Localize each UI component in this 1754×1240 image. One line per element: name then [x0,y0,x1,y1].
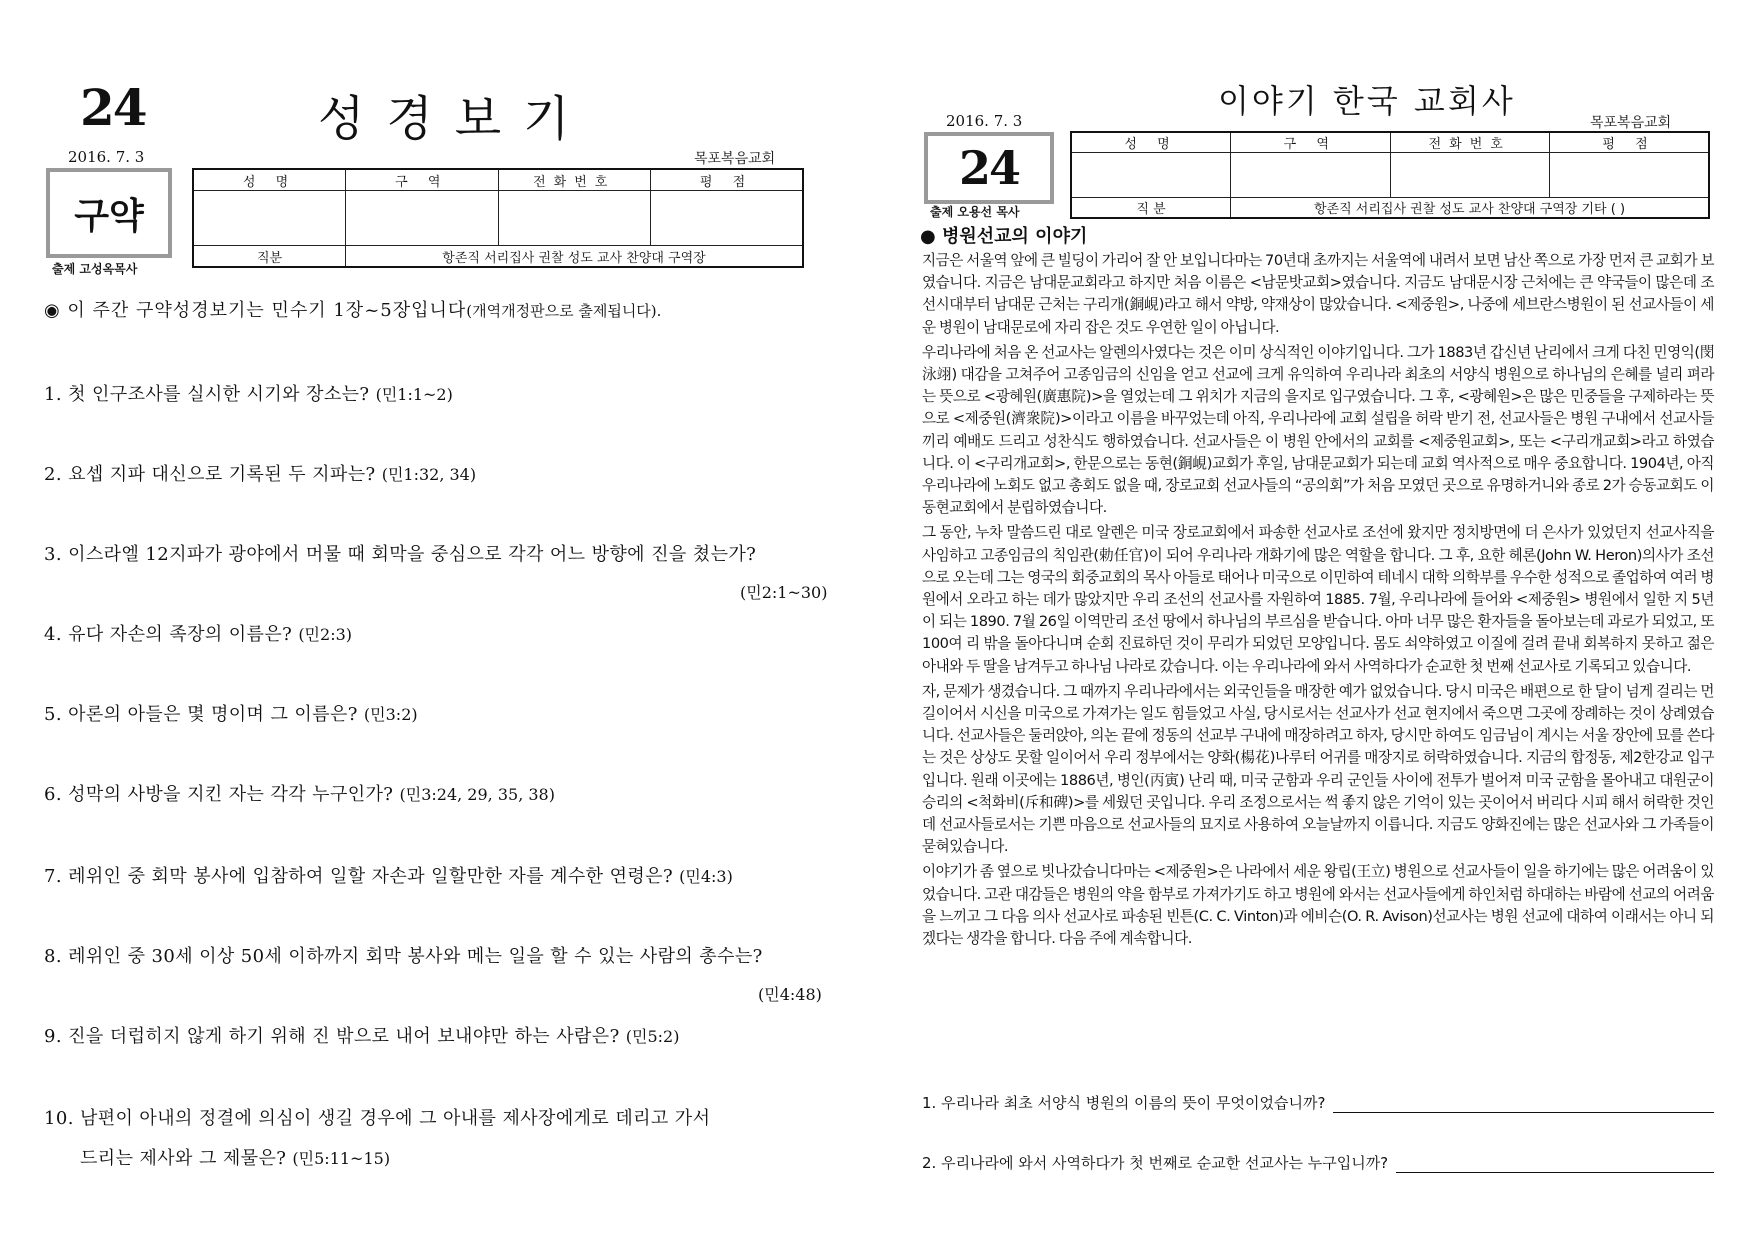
left-page-title: 성경보기 [318,91,592,147]
question-text: 9. 진을 더럽히지 않게 하기 위해 진 밖으로 내어 보내야만 하는 사람은? [44,1026,620,1047]
paragraph-2: 우리나라에 처음 온 선교사는 알렌의사였다는 것은 이미 상식적인 이야기입니다. 그가 1883년 갑신년 난리에서 크게 다친 민영익(閔泳翊) 대감을 고쳐주어 고종임금의 신임을 얻고 선교에 크게 유익하여 우리나라 최초의 서양식 병원으로 하나님의 은혜를 널리 펴라는 뜻으로 <광혜원(廣惠院)>을 열었는데 그 위치가 지금의 을지로 입구였습니다. 그 후, <광혜원>은 많은 민중들을 구제하라는 뜻으로 <제중원(濟衆院)>이라고 이름을 바꾸었는데 아직, 우리나라에 교회 설립을 허락 받기 전, 선교사들은 병원 구내에서 선교사들끼리 예배도 드리고 성찬식도 행하였습니다. 선교사들은 이 병원 안에서의 교회를 <제중원교회>, 또는 <구리개교회>라고 하였습니다. 이 <구리개교회>, 한문으로는 동현(銅峴)교회가 후일, 남대문교회가 되는데 교회 역사적으로 매우 중요합니다. 1904년, 아직 우리나라에 노회도 없고 총회도 없을 때, 장로교회 선교사들의 “공의회”가 처음 모였던 곳으로 유명하거니와 종로 2가 승동교회도 이 동현교회에서 분립하였습니다. [922,343,1714,517]
story-body [922,250,1714,953]
question-ref: (민2:3) [298,625,353,644]
question-ref: (민5:11~15) [292,1149,391,1168]
left-answer-form [192,168,804,268]
left-lesson-number: 24 [80,78,146,137]
job-label: 직분 [193,246,346,268]
intro-note: (개역개정판으로 출제됩니다). [466,302,662,320]
answer-line[interactable] [1333,1098,1714,1113]
right-question-text: 1. 우리나라 최초 서양식 병원의 이름의 뜻이 무엇이었습니까? [922,1094,1326,1112]
form-header-district: 구 역 [346,169,499,191]
question-text: 드리는 제사와 그 제물은? [80,1148,287,1169]
name-field[interactable] [1071,153,1231,198]
question-ref: (민4:3) [679,867,733,886]
district-field[interactable] [346,191,499,246]
question-text: 6. 성막의 사방을 지킨 자는 각각 누구인가? [44,784,394,805]
question-10-cont [80,1144,390,1170]
form-header-name: 성 명 [1071,132,1231,153]
question-1 [44,380,453,406]
job-options[interactable]: 항존직 서리집사 권찰 성도 교사 찬양대 구역장 [346,246,804,268]
question-text: 4. 유다 자손의 족장의 이름은? [44,624,293,645]
question-text: 2. 요셉 지파 대신으로 기록된 두 지파는? [44,464,376,485]
question-ref: (민1:1~2) [375,385,453,404]
question-7 [44,862,733,888]
question-ref: (민1:32, 34) [381,465,477,484]
paragraph-5: 이야기가 좀 옆으로 빗나갔습니다마는 <제중원>은 나라에서 세운 왕립(王立) 병원으로 선교사들이 일을 하기에는 많은 어려움이 있었습니다. 고관 대감들은 병원의 약을 함부로 가져가기도 하고 병원에 와서는 선교사들에게 하인처럼 하대하는 바람에 선교의 어려움을 느끼고 그 다음 의사 선교사로 파송된 빈튼(C. C. Vinton)과 에비슨(O. R. Avison)선교사는 병원 선교에 대하여 이래서는 아니 되겠다는 생각을 합니다. 다음 주에 계속합니다. [922,863,1714,948]
question-text: 3. 이스라엘 12지파가 광야에서 머물 때 회막을 중심으로 각각 어느 방향에 진을 쳤는가? [44,544,757,565]
right-page-title: 이야기 한국 교회사 [1218,82,1516,120]
question-text: 7. 레위인 중 회막 봉사에 입참하여 일할 자손과 일할만한 자를 계수한 연령은? [44,866,673,887]
right-question-1 [922,1092,1714,1113]
question-8 [44,942,763,968]
form-header-score: 평 점 [651,169,804,191]
left-testament-box [46,168,172,258]
right-question-text: 2. 우리나라에 와서 사역하다가 첫 번째로 순교한 선교사는 누구입니까? [922,1154,1389,1172]
question-6 [44,780,555,806]
phone-field[interactable] [1390,153,1550,198]
question-3-ref: (민2:1~30) [740,583,828,602]
paragraph-3: 그 동안, 누차 말씀드린 대로 알렌은 미국 장로교회에서 파송한 선교사로 조선에 왔지만 정치방면에 더 은사가 있었던지 선교사직을 사임하고 고종임금의 칙임관(勅任官)이 되어 우리나라 개화기에 많은 역할을 합니다. 그 후, 요한 헤론(John W. Heron)의사가 조선으로 오는데 그는 영국의 회중교회의 목사 아들로 태어나 미국으로 이민하여 테네시 대학 의학부를 우수한 성적으로 졸업하여 여러 병원에서 오라고 하는 데가 많았지만 우리 조선의 선교사를 자원하여 1885. 7월, 우리나라에 들어와 <제중원> 병원에서 일한 지 5년이 되는 1890. 7월 26일 이역만리 조선 땅에서 하나님의 부르심을 받습니다. 아마 너무 많은 환자들을 돌아보는데 과로가 되었고, 또 100여 리 밖을 돌아다니며 순회 진료하던 것이 무리가 되었던 모양입니다. 몸도 쇠약하였고 이질에 걸려 끝내 회복하지 못하고 젊은 아내와 두 딸을 남겨두고 하나님 나라로 갔습니다. 이는 우리나라에 와서 사역하다가 순교한 첫 번째 선교사로 기록되고 있습니다. [922,524,1714,675]
form-header-district: 구 역 [1231,132,1391,153]
phone-field[interactable] [498,191,651,246]
right-author: 출제 오용선 목사 [930,205,1020,219]
right-answer-form [1070,131,1710,219]
left-date: 2016. 7. 3 [68,148,145,166]
right-lesson-number: 24 [958,141,1019,195]
form-header-score: 평 점 [1550,132,1710,153]
right-church-name: 목포복음교회 [1590,115,1672,131]
right-lesson-number-box [924,132,1054,204]
left-intro [44,296,661,322]
question-2 [44,460,476,486]
testament-label: 구약 [74,195,144,237]
question-ref: (민3:2) [363,705,418,724]
question-3 [44,540,756,566]
right-question-2 [922,1152,1714,1173]
form-header-phone: 전화번호 [498,169,651,191]
question-8-ref: (민4:48) [758,985,822,1004]
answer-line[interactable] [1396,1158,1714,1173]
question-text: 1. 첫 인구조사를 실시한 시기와 장소는? [44,384,370,405]
question-10 [44,1104,710,1130]
left-author: 출제 고성옥목사 [52,262,138,276]
question-text: 5. 아론의 아들은 몇 명이며 그 이름은? [44,704,358,725]
job-options[interactable]: 항존직 서리집사 권찰 성도 교사 찬양대 구역장 기타 ( ) [1231,198,1710,219]
question-text: 10. 남편이 아내의 정결에 의심이 생길 경우에 그 아내를 제사장에게로 데리고 가서 [44,1108,711,1129]
score-field[interactable] [1550,153,1710,198]
section-title: ● 병원선교의 이야기 [920,226,1088,247]
left-church-name: 목포복음교회 [694,151,776,167]
question-ref: (민5:2) [625,1027,680,1046]
question-text: 8. 레위인 중 30세 이상 50세 이하까지 회막 봉사와 메는 일을 할 수 있는 사람의 총수는? [44,946,763,967]
right-date: 2016. 7. 3 [946,112,1023,130]
question-5 [44,700,418,726]
paragraph-1: 지금은 서울역 앞에 큰 빌딩이 가리어 잘 안 보입니다마는 70년대 초까지는 서울역에 내려서 보면 남산 쪽으로 가장 먼저 큰 교회가 보였습니다. 지금은 남대문교회라고 하지만 처음 이름은 <남문밧교회>였습니다. 지금도 남대문시장 근처에는 큰 약국들이 많은데 조선시대부터 남대문 근처는 구리개(銅峴)라고 해서 약방, 약재상이 많았습니다. <제중원>, 나중에 세브란스병원이 된 선교사들이 세운 병원이 남대문로에 자리 잡은 것도 우연한 일이 아닙니다. [922,252,1714,336]
form-header-name: 성 명 [193,169,346,191]
form-header-phone: 전화번호 [1390,132,1550,153]
district-field[interactable] [1231,153,1391,198]
job-label: 직 분 [1071,198,1231,219]
paragraph-4: 자, 문제가 생겼습니다. 그 때까지 우리나라에서는 외국인들을 매장한 예가 없었습니다. 당시 미국은 배편으로 한 달이 넘게 걸리는 먼 길이어서 시신을 미국으로 가져가는 일도 힘들었고 사실, 당시로서는 선교사가 선교 현지에서 죽으면 그곳에 장례하는 것이 상례였습니다. 선교사들은 둘러앉아, 의논 끝에 정동의 선교부 구내에 매장하려고 하자, 당시만 하여도 임금님이 계시는 서울 장안에 묘를 쓴다는 것은 상상도 못할 일이어서 우리 정부에서는 양화(楊花)나루터 어귀를 매장지로 허락하였습니다. 지금의 합정동, 제2한강교 입구입니다. 원래 이곳에는 1886년, 병인(丙寅) 난리 때, 미국 군함과 우리 군인들 사이에 전투가 벌어져 미국 군함을 몰아내고 대원군이 승리의 <척화비(斥和碑)>를 세웠던 곳입니다. 우리 조정으로서는 썩 좋지 않은 기억이 있는 곳이어서 버리다 시피 해서 허락한 것인데 선교사들로서는 기쁜 마음으로 선교사들의 묘지로 사용하여 오늘날까지 이릅니다. 지금도 양화진에는 많은 선교사와 그 가족들이 묻혀있습니다. [922,682,1714,856]
name-field[interactable] [193,191,346,246]
score-field[interactable] [651,191,804,246]
question-4 [44,620,352,646]
intro-text: ◉ 이 주간 구약성경보기는 민수기 1장~5장입니다 [44,300,467,321]
question-ref: (민3:24, 29, 35, 38) [399,785,555,804]
question-9 [44,1022,679,1048]
